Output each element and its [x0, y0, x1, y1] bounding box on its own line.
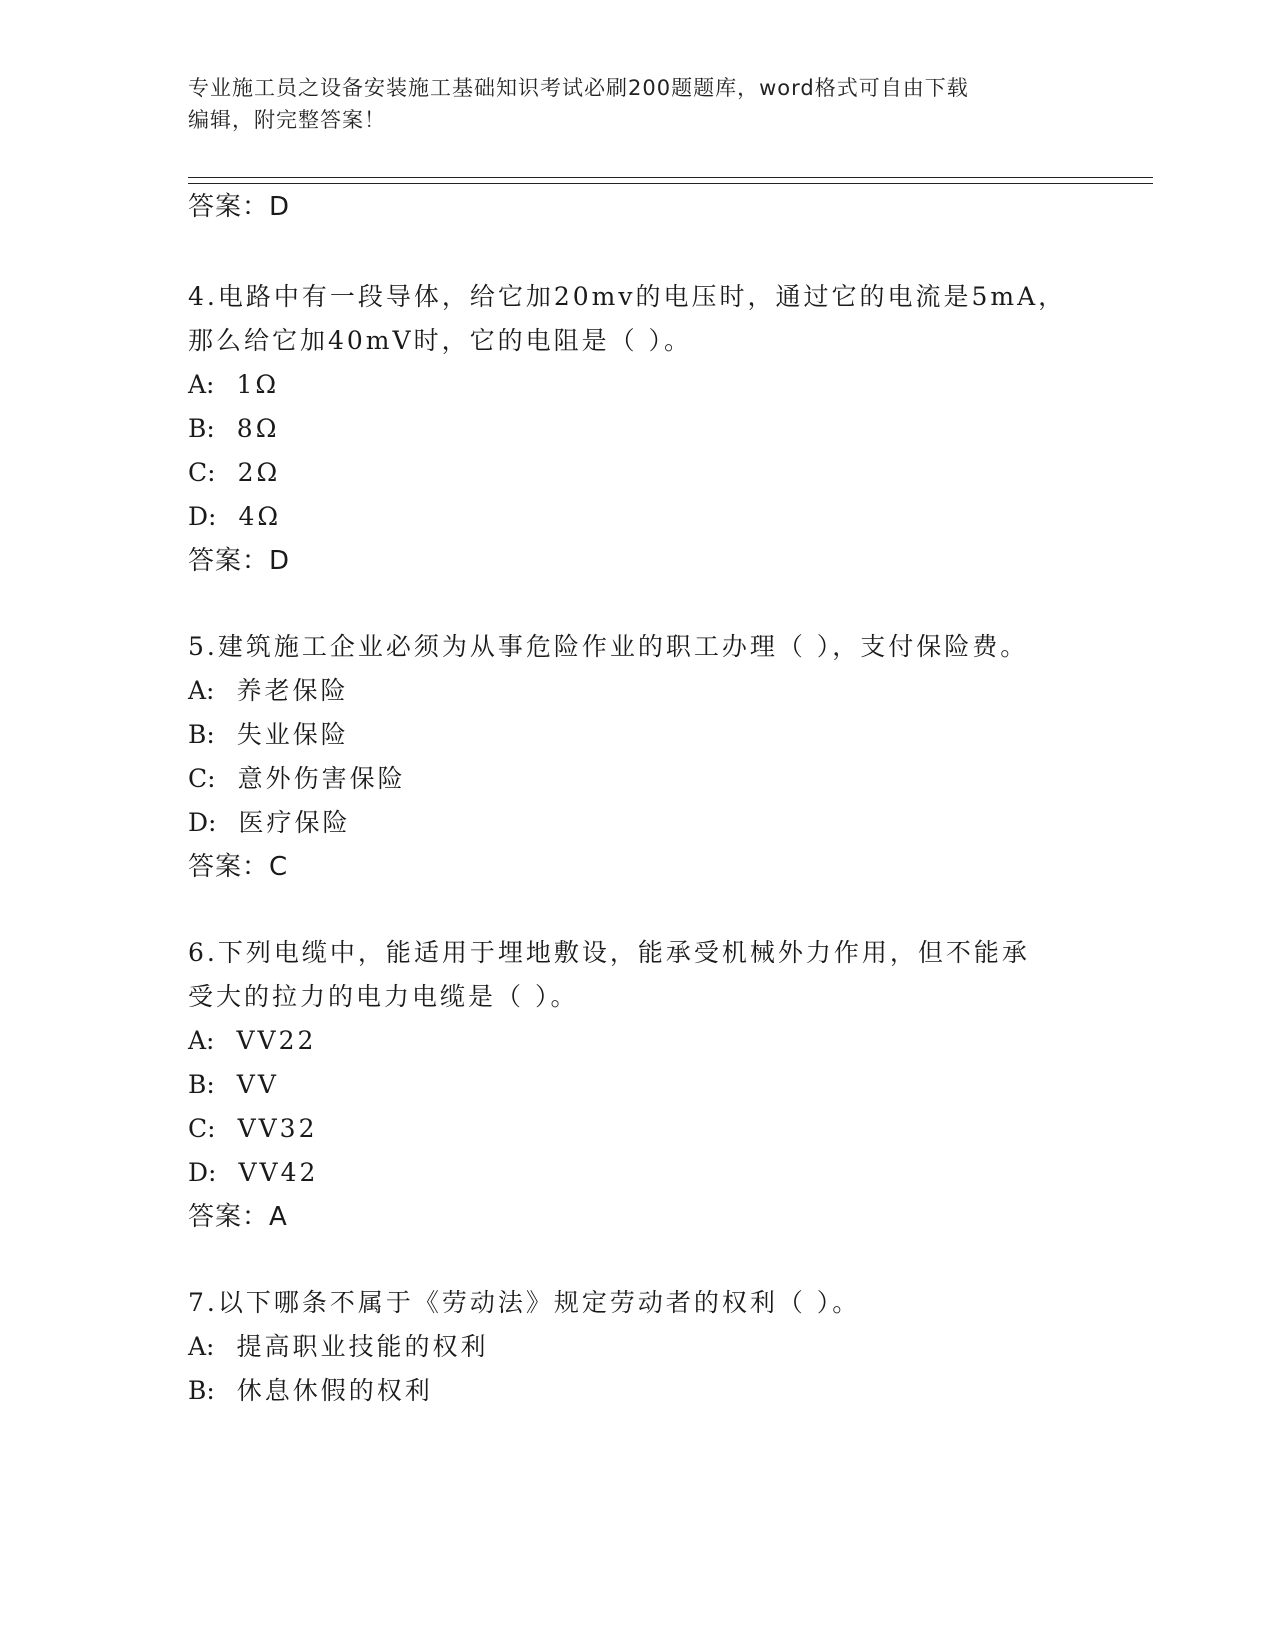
option-c: [188, 456, 280, 490]
option-letter: A:: [188, 676, 215, 705]
option-text: 意外伤害保险: [237, 764, 406, 793]
option-b: [188, 1068, 279, 1102]
option-letter: A:: [188, 1026, 215, 1055]
option-letter: B:: [188, 1376, 215, 1405]
option-text: 养老保险: [236, 676, 349, 705]
option-d: [188, 1156, 318, 1190]
header-rule-top: [188, 177, 1153, 178]
option-text: 提高职业技能的权利: [236, 1332, 489, 1361]
option-text: 休息休假的权利: [236, 1376, 433, 1405]
option-d: [188, 500, 281, 534]
answer: 答案：C: [188, 852, 289, 882]
previous-answer: 答案：D: [188, 192, 291, 222]
header-rule-bottom: [188, 183, 1153, 184]
option-a: [188, 674, 349, 708]
option-c: [188, 762, 406, 796]
option-letter: C:: [188, 764, 216, 793]
option-letter: D:: [188, 808, 217, 837]
option-letter: B:: [188, 414, 215, 443]
option-text: 4Ω: [238, 502, 282, 531]
option-text: VV22: [236, 1026, 317, 1055]
option-letter: B:: [188, 720, 215, 749]
option-letter: D:: [188, 1158, 217, 1187]
option-d: [188, 806, 350, 840]
option-letter: A:: [188, 370, 215, 399]
option-a: [188, 1024, 316, 1058]
answer: 答案：D: [188, 546, 291, 576]
header-line-1: 专业施工员之设备安装施工基础知识考试必刷200题题库，word格式可自由下载: [188, 76, 969, 100]
option-letter: C:: [188, 1114, 216, 1143]
option-text: VV42: [238, 1158, 319, 1187]
option-text: 8Ω: [236, 414, 280, 443]
answer: 答案：A: [188, 1202, 288, 1232]
option-letter: A:: [188, 1332, 215, 1361]
question-stem-line: 那么给它加40mV时，它的电阻是（ ）。: [188, 326, 693, 355]
option-text: 2Ω: [237, 458, 281, 487]
option-text: VV32: [237, 1114, 318, 1143]
question-stem-line: 5.建筑施工企业必须为从事危险作业的职工办理（ ），支付保险费。: [188, 632, 1029, 661]
option-letter: C:: [188, 458, 216, 487]
question-stem-line: 6.下列电缆中，能适用于埋地敷设，能承受机械外力作用，但不能承: [188, 938, 1030, 967]
header-line-2: 编辑，附完整答案！: [188, 108, 386, 132]
option-b: [188, 718, 349, 752]
option-text: 医疗保险: [238, 808, 351, 837]
option-b: [188, 412, 279, 446]
question-stem-line: 受大的拉力的电力电缆是（ ）。: [188, 982, 579, 1011]
page-header: [188, 72, 1088, 136]
question-stem-line: 7.以下哪条不属于《劳动法》规定劳动者的权利（ ）。: [188, 1288, 861, 1317]
question-stem-line: 4.电路中有一段导体，给它加20mv的电压时，通过它的电流是5mA，: [188, 282, 1067, 311]
option-b: [188, 1374, 433, 1408]
option-a: [188, 1330, 489, 1364]
option-letter: D:: [188, 502, 217, 531]
option-c: [188, 1112, 317, 1146]
option-letter: B:: [188, 1070, 215, 1099]
option-text: 1Ω: [236, 370, 280, 399]
option-a: [188, 368, 279, 402]
option-text: 失业保险: [236, 720, 349, 749]
option-text: VV: [236, 1070, 279, 1099]
